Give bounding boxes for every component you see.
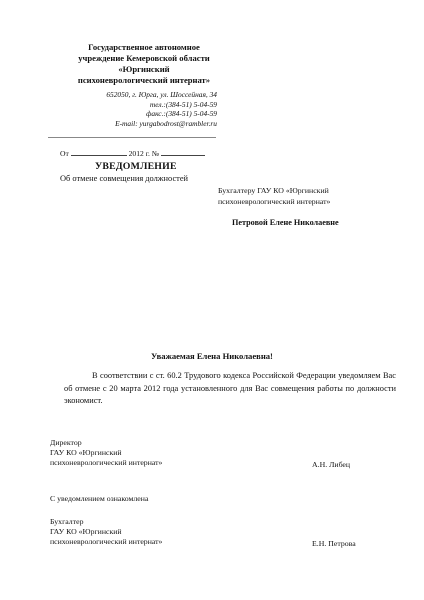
notice-title: УВЕДОМЛЕНИЕ (95, 161, 177, 172)
date-number-line (60, 148, 205, 158)
director-name: А.Н. Либец (312, 460, 351, 469)
email-line: E-mail: yurgabodrost@rambler.ru (115, 118, 217, 128)
organization-line: психоневрологический интернат» (77, 75, 211, 85)
organization-line: «Юргинский (118, 64, 170, 74)
address-line: 652050, г. Юрга, ул. Шоссейная, 34 (106, 90, 217, 99)
number-blank (161, 148, 205, 156)
organization-header (55, 42, 233, 86)
accountant-name: Е.Н. Петрова (312, 539, 356, 548)
date-year-label: 2012 г. № (128, 149, 160, 158)
acknowledgement-label: С уведомлением ознакомлена (50, 494, 149, 503)
header-divider (48, 137, 216, 138)
signature-line: психоневрологический интернат» (50, 458, 163, 467)
signature-line: Директор (50, 438, 82, 447)
signature-line: Бухгалтер (50, 517, 84, 526)
greeting: Уважаемая Елена Николаевна! (151, 351, 273, 361)
recipient-line: Бухгалтеру ГАУ КО «Юргинский (218, 186, 329, 195)
director-signature-block (50, 438, 162, 468)
organization-address (55, 90, 217, 128)
notice-body (64, 370, 396, 408)
recipient-name: Петровой Елене Николаевне (232, 218, 339, 227)
recipient-position (218, 186, 330, 207)
organization-line: учреждение Кемеровской области (78, 53, 210, 63)
signature-line: психоневрологический интернат» (50, 537, 163, 546)
body-paragraph: В соответствии с ст. 60.2 Трудового кодекса Российской Федерации уведомляем Вас об отмене с 20 марта 2012 года установленного для Вас совмещения работы по должности экономист. (64, 371, 396, 406)
signature-line: ГАУ КО «Юргинский (50, 527, 122, 536)
accountant-signature-block (50, 517, 162, 547)
recipient-line: психоневрологический интернат» (218, 196, 331, 206)
signature-line: ГАУ КО «Юргинский (50, 448, 122, 457)
phone-line: тел.:(384-51) 5-04-59 (149, 99, 217, 109)
organization-line: Государственное автономное (88, 42, 200, 52)
fax-line: факс.:(384-51) 5-04-59 (146, 109, 217, 119)
date-blank (71, 148, 127, 156)
notice-subject: Об отмене совмещения должностей (60, 174, 189, 183)
date-from-label: От (60, 149, 69, 158)
